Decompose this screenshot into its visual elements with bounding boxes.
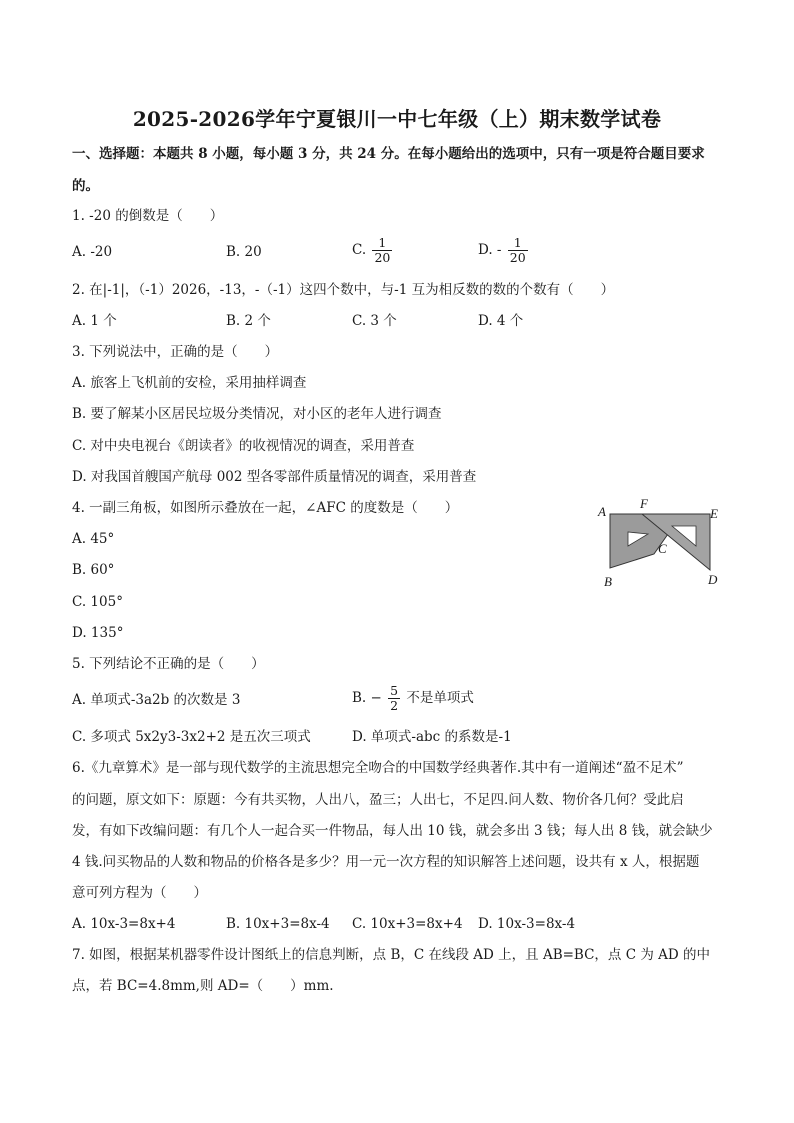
label-a: A — [598, 504, 606, 519]
question-4-option-d: D. 135° — [72, 625, 124, 641]
question-3-option-c: C. 对中央电视台《朗读者》的收视情况的调查，采用普查 — [72, 438, 415, 454]
fraction-numerator: 1 — [372, 236, 392, 251]
question-7-line2: 点，若 BC=4.8mm,则 AD=（ ）mm. — [72, 978, 334, 994]
question-6-option-d: D. 10x-3=8x-4 — [478, 916, 576, 932]
question-5-option-b — [352, 684, 474, 713]
fraction-denominator: 20 — [509, 250, 526, 265]
fraction-numerator: 1 — [508, 236, 528, 251]
question-6-line1: 6.《九章算术》是一部与现代数学的主流思想完全吻合的中国数学经典著作.其中有一道阐述“盈不足术” — [72, 760, 684, 776]
question-1-option-d — [478, 236, 530, 265]
question-1-option-a: A. -20 — [72, 244, 113, 260]
question-5-option-d: D. 单项式-abc 的系数是-1 — [352, 729, 512, 745]
question-6-option-a: A. 10x-3=8x+4 — [72, 916, 176, 932]
question-5-stem: 5. 下列结论不正确的是（ ） — [72, 656, 265, 672]
question-2-option-d: D. 4 个 — [478, 313, 524, 329]
question-2-stem: 2. 在|-1|，（-1）2026，-13，-（-1）这四个数中，与-1 互为相反数的数的个数有（ ） — [72, 282, 615, 298]
question-3-option-b: B. 要了解某小区居民垃圾分类情况，对小区的老年人进行调查 — [72, 406, 442, 422]
option-b-fraction — [388, 684, 400, 713]
option-b-suffix: 不是单项式 — [406, 690, 474, 706]
question-1-option-c — [352, 236, 394, 265]
label-e: E — [710, 506, 718, 521]
label-f: F — [640, 496, 648, 511]
question-4-option-b: B. 60° — [72, 562, 115, 578]
question-6-option-b: B. 10x+3=8x-4 — [226, 916, 330, 932]
fraction-denominator: 2 — [390, 698, 399, 713]
question-5-option-c: C. 多项式 5x2y3-3x2+2 是五次三项式 — [72, 729, 311, 745]
question-6-line4: 4 钱.问买物品的人数和物品的价格各是多少？用一元一次方程的知识解答上述问题，设共有 x 人，根据题 — [72, 854, 700, 870]
question-4-stem: 4. 一副三角板，如图所示叠放在一起，∠AFC 的度数是（ ） — [72, 500, 459, 516]
question-3-stem: 3. 下列说法中，正确的是（ ） — [72, 344, 279, 360]
question-3-option-d: D. 对我国首艘国产航母 002 型各零部件质量情况的调查，采用普查 — [72, 469, 477, 485]
question-2-option-b: B. 2 个 — [226, 313, 271, 329]
option-c-fraction — [372, 236, 392, 265]
section-heading-line2: 的。 — [72, 178, 99, 194]
page-title: 2025-2026学年宁夏银川一中七年级（上）期末数学试卷 — [132, 107, 662, 131]
question-1-stem: 1. -20 的倒数是（ ） — [72, 208, 224, 224]
option-d-fraction — [508, 236, 528, 265]
question-1-option-b: B. 20 — [226, 244, 262, 260]
question-4-option-a: A. 45° — [72, 531, 115, 547]
fraction-denominator: 20 — [374, 250, 391, 265]
question-2-option-a: A. 1 个 — [72, 313, 117, 329]
option-c-prefix: C. — [352, 242, 367, 258]
label-d: D — [708, 572, 718, 587]
question-6-line5: 意可列方程为（ ） — [72, 885, 207, 901]
question-4-option-c: C. 105° — [72, 594, 123, 610]
question-3-option-a: A. 旅客上飞机前的安检，采用抽样调查 — [72, 375, 307, 391]
question-2-option-c: C. 3 个 — [352, 313, 397, 329]
label-c: C — [658, 541, 667, 556]
triangle-rulers-figure — [592, 494, 726, 590]
question-6-line2: 的问题，原文如下：原题：今有共买物，人出八，盈三；人出七，不足四.问人数、物价各几何？受此启 — [72, 792, 684, 808]
question-5-option-a: A. 单项式-3a2b 的次数是 3 — [72, 692, 241, 708]
section-heading-line1: 一、选择题：本题共 8 小题，每小题 3 分，共 24 分。在每小题给出的选项中，只有一项是符合题目要求 — [72, 146, 705, 162]
option-d-prefix: D. - — [478, 242, 502, 258]
question-6-option-c: C. 10x+3=8x+4 — [352, 916, 463, 932]
label-b: B — [604, 574, 612, 589]
question-6-line3: 发，有如下改编问题：有几个人一起合买一件物品，每人出 10 钱，就会多出 3 钱；每人出 8 钱，就会缺少 — [72, 823, 713, 839]
question-7-line1: 7. 如图，根据某机器零件设计图纸上的信息判断，点 B，C 在线段 AD 上，且 AB=BC，点 C 为 AD 的中 — [72, 947, 710, 963]
fraction-numerator: 5 — [390, 683, 399, 698]
option-b-prefix: B. − — [352, 690, 382, 706]
